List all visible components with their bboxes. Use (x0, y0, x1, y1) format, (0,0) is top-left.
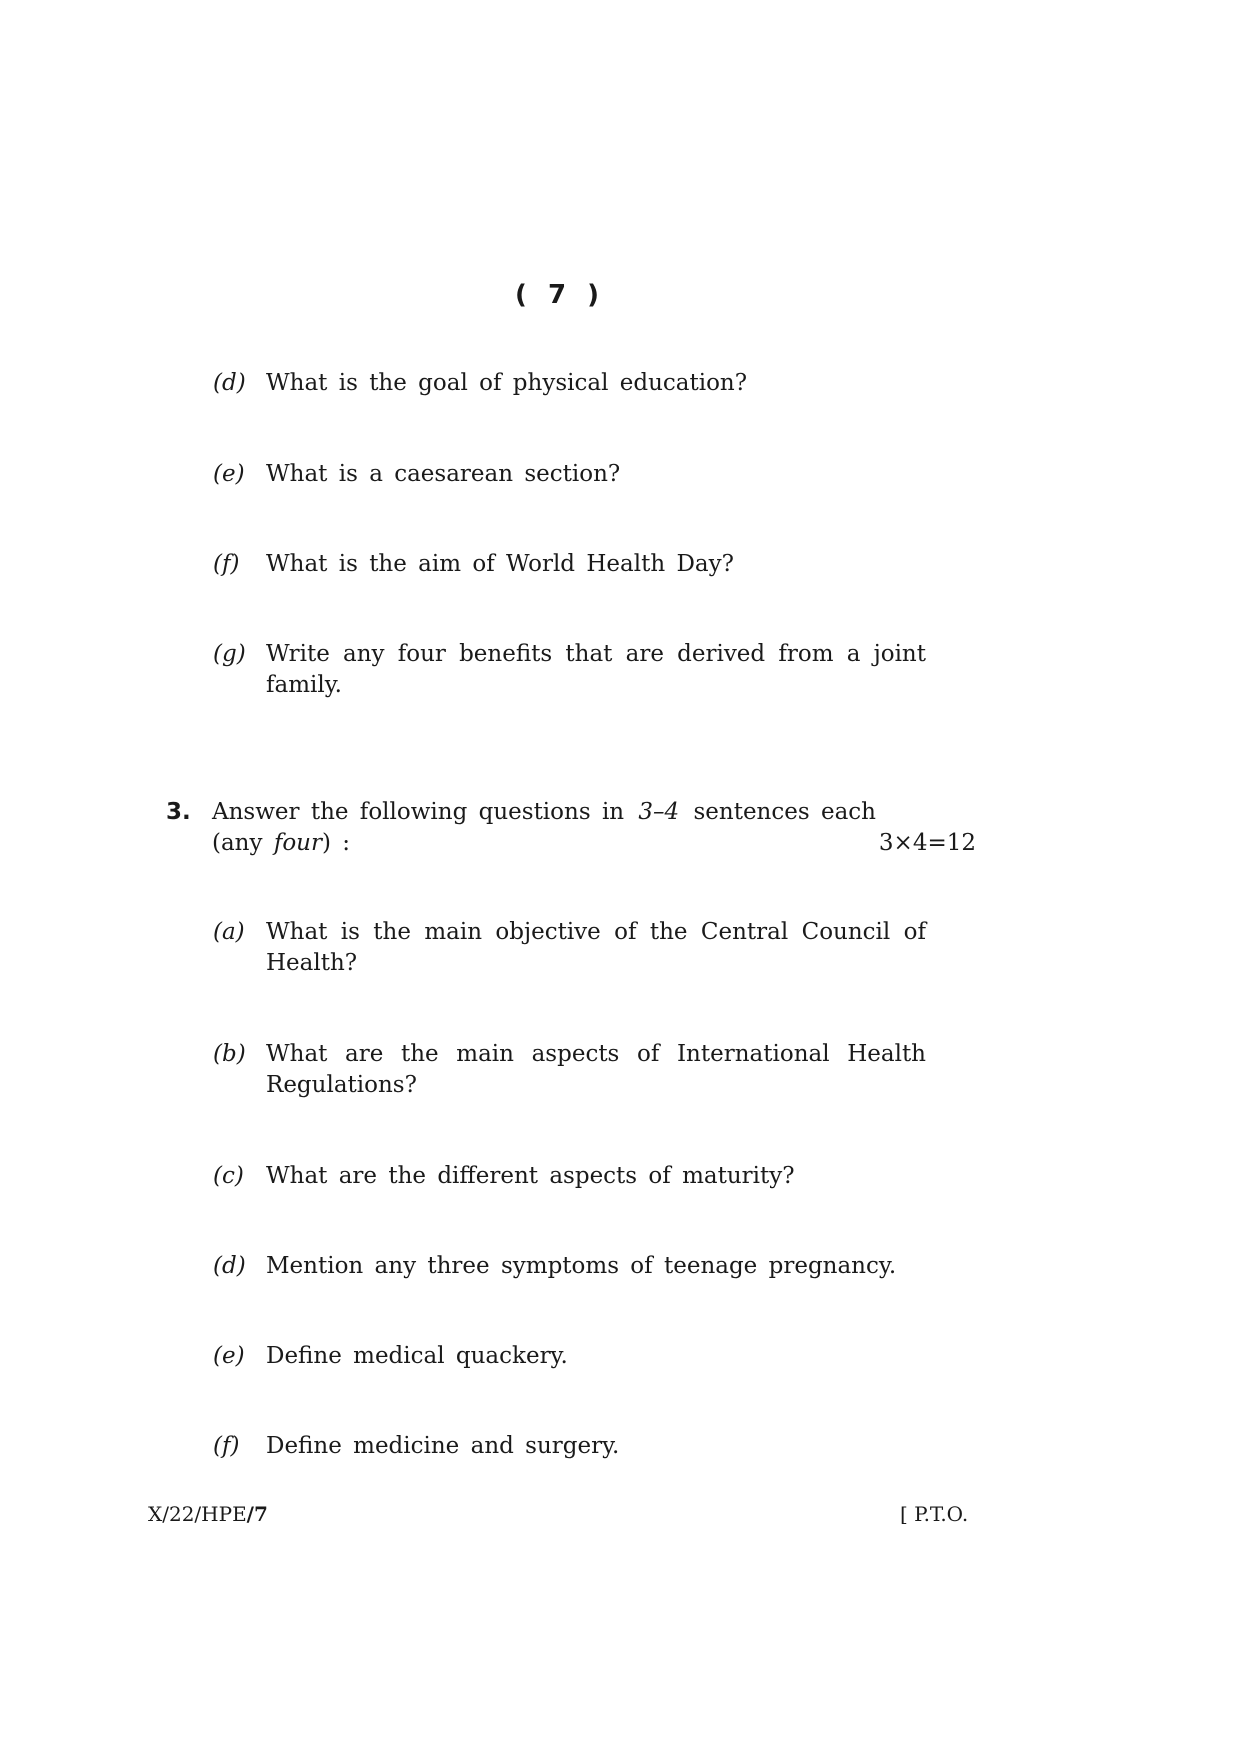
question-label: (f) (213, 551, 240, 577)
question-label: (f) (213, 1433, 240, 1459)
question-text: What is the goal of physical education? (266, 370, 748, 396)
question-label: (b) (213, 1041, 246, 1067)
paper-code-page: /7 (246, 1502, 268, 1526)
question-text: Mention any three symptoms of teenage pregnancy. (266, 1253, 897, 1279)
question-text: Define medicine and surgery. (266, 1433, 620, 1459)
instruction-range: 3–4 (638, 799, 680, 825)
instruction-any: (any (212, 830, 263, 856)
page-number: ( 7 ) (515, 280, 605, 310)
paper-code-prefix: X/22/HPE (148, 1502, 247, 1526)
question-label: (d) (213, 370, 246, 396)
question-label: (e) (213, 1343, 245, 1369)
question-label: (g) (213, 641, 246, 667)
question-text: Write any four benefits that are derived from a joint family. (266, 641, 926, 698)
section-instruction-line2 (212, 828, 976, 859)
question-text: What are the different aspects of maturity? (266, 1163, 795, 1189)
question-text: What is a caesarean section? (266, 461, 621, 487)
question-text: What are the main aspects of International Health Regulations? (266, 1041, 926, 1098)
instruction-text: Answer the following questions in (212, 799, 625, 825)
marks: 3×4=12 (878, 830, 976, 856)
question-label: (e) (213, 461, 245, 487)
question-text: Define medical quackery. (266, 1343, 568, 1369)
instruction-close: ) : (321, 830, 351, 856)
section-instruction-line1 (212, 797, 876, 828)
instruction-text-2: sentences each (693, 799, 876, 825)
question-label: (a) (213, 919, 245, 945)
question-label: (d) (213, 1253, 246, 1279)
question-text: What is the main objective of the Central Council of Health? (266, 919, 926, 976)
section-number: 3. (166, 799, 191, 825)
question-text: What is the aim of World Health Day? (266, 551, 734, 577)
pto-note: [ P.T.O. (900, 1502, 969, 1526)
instruction-four: four (273, 830, 322, 856)
question-label: (c) (213, 1163, 244, 1189)
paper-code (148, 1502, 268, 1526)
